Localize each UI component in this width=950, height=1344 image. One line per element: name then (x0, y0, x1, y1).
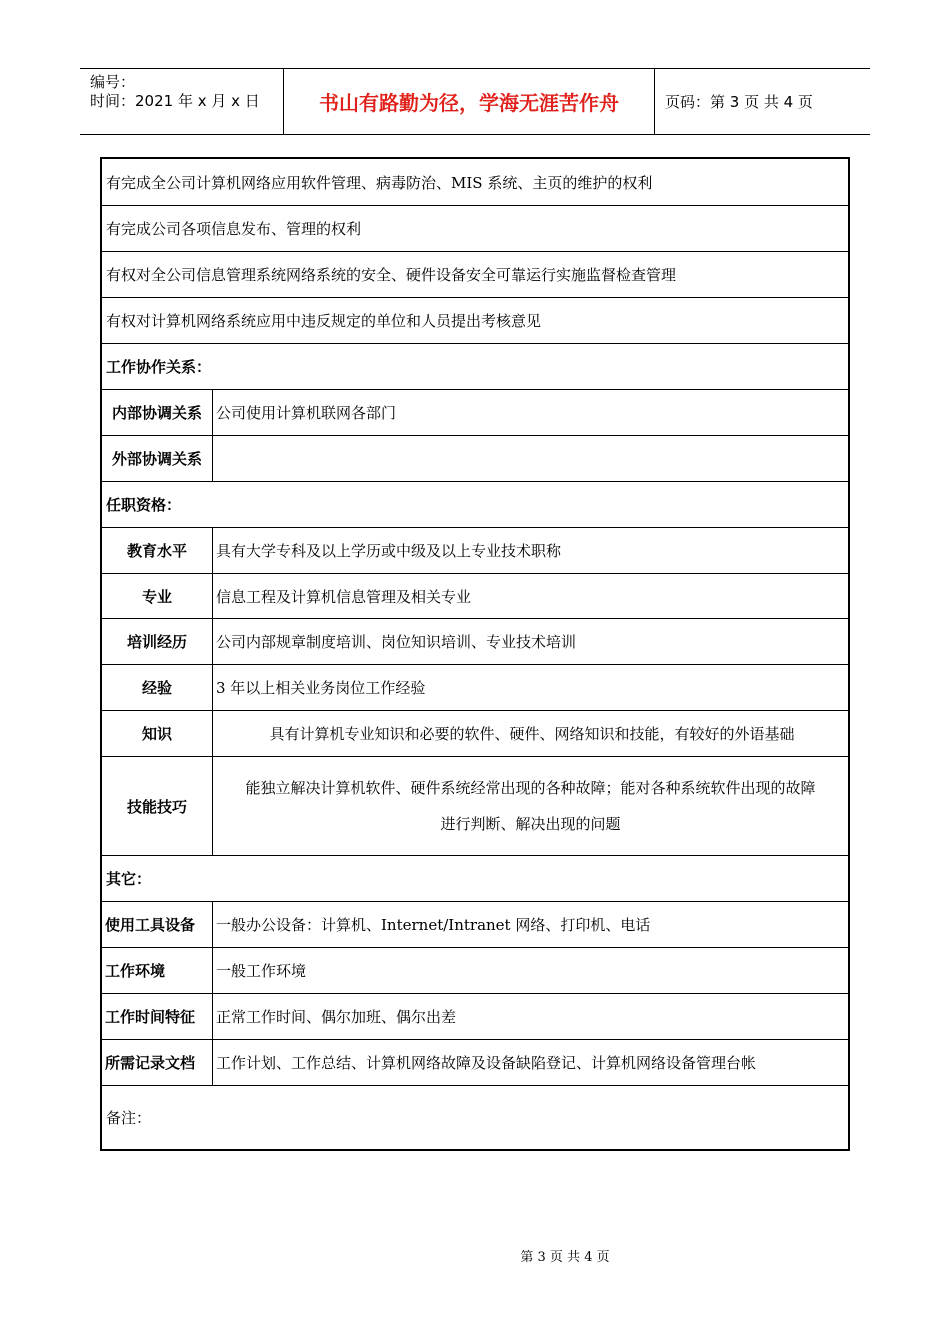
remarks-label: 备注： (106, 1109, 152, 1127)
field-label: 经验 (102, 665, 213, 710)
skills-line: 进行判断、解决出现的问题 (440, 815, 621, 833)
skills-line: 能独立解决计算机软件、硬件系统经常出现的各种故障；能对各种系统软件出现的故障 (245, 779, 816, 797)
field-label: 知识 (102, 711, 213, 756)
header-meta (80, 69, 283, 134)
field-label: 使用工具设备 (102, 902, 213, 947)
field-value: 一般工作环境 (216, 962, 307, 980)
field-value: 正常工作时间、偶尔加班、偶尔出差 (216, 1008, 457, 1026)
qualifications-section (102, 481, 848, 527)
field-label: 教育水平 (102, 528, 213, 573)
rights-row-2 (102, 205, 848, 251)
education-row (102, 527, 848, 573)
experience-row (102, 664, 848, 710)
section-title: 任职资格： (106, 496, 182, 514)
major-row (102, 573, 848, 618)
number-label: 编号： (90, 73, 136, 91)
rights-row-4 (102, 297, 848, 343)
documents-row (102, 1039, 848, 1085)
field-value (213, 436, 848, 481)
remarks-row (102, 1085, 848, 1149)
cooperation-section (102, 343, 848, 389)
section-title: 其它： (106, 870, 152, 888)
field-label: 工作时间特征 (102, 994, 213, 1039)
time-label: 时间：2021 年 x 月 x 日 (90, 92, 260, 110)
field-value (213, 757, 848, 855)
rights-row-3 (102, 251, 848, 297)
field-label: 所需记录文档 (102, 1040, 213, 1085)
rights-text: 有完成公司各项信息发布、管理的权利 (106, 220, 362, 238)
job-description-table (100, 157, 850, 1151)
environment-row (102, 947, 848, 993)
field-label: 工作环境 (102, 948, 213, 993)
field-value: 信息工程及计算机信息管理及相关专业 (216, 587, 472, 606)
external-row (102, 435, 848, 481)
field-value: 3 年以上相关业务岗位工作经验 (216, 679, 426, 697)
motto: 书山有路勤为径，学海无涯苦作舟 (283, 69, 655, 134)
page-footer: 第 3 页 共 4 页 (520, 1250, 610, 1265)
knowledge-row (102, 710, 848, 756)
page-header (80, 68, 870, 135)
field-label: 技能技巧 (102, 757, 213, 855)
field-label: 专业 (102, 574, 213, 618)
field-value: 一般办公设备：计算机、Internet/Intranet 网络、打印机、电话 (216, 916, 651, 934)
skills-row (102, 756, 848, 855)
field-value: 工作计划、工作总结、计算机网络故障及设备缺陷登记、计算机网络设备管理台帐 (216, 1054, 757, 1072)
field-value: 公司使用计算机联网各部门 (216, 404, 397, 422)
section-title: 工作协作关系： (106, 358, 212, 376)
field-value: 具有大学专科及以上学历或中级及以上专业技术职称 (216, 542, 562, 560)
rights-row-1 (102, 159, 848, 205)
work-time-row (102, 993, 848, 1039)
page-code: 页码：第 3 页 共 4 页 (665, 93, 813, 111)
field-label: 内部协调关系 (102, 390, 213, 435)
rights-text: 有权对全公司信息管理系统网络系统的安全、硬件设备安全可靠运行实施监督检查管理 (106, 266, 677, 284)
field-value: 公司内部规章制度培训、岗位知识培训、专业技术培训 (216, 633, 577, 651)
tools-row (102, 901, 848, 947)
rights-text: 有完成全公司计算机网络应用软件管理、病毒防治、MIS 系统、主页的维护的权利 (106, 173, 653, 192)
rights-text: 有权对计算机网络系统应用中违反规定的单位和人员提出考核意见 (106, 312, 542, 330)
other-section (102, 855, 848, 901)
field-label: 外部协调关系 (102, 436, 213, 481)
field-value: 具有计算机专业知识和必要的软件、硬件、网络知识和技能，有较好的外语基础 (269, 725, 795, 743)
internal-row (102, 389, 848, 435)
training-row (102, 618, 848, 664)
field-label: 培训经历 (102, 619, 213, 664)
